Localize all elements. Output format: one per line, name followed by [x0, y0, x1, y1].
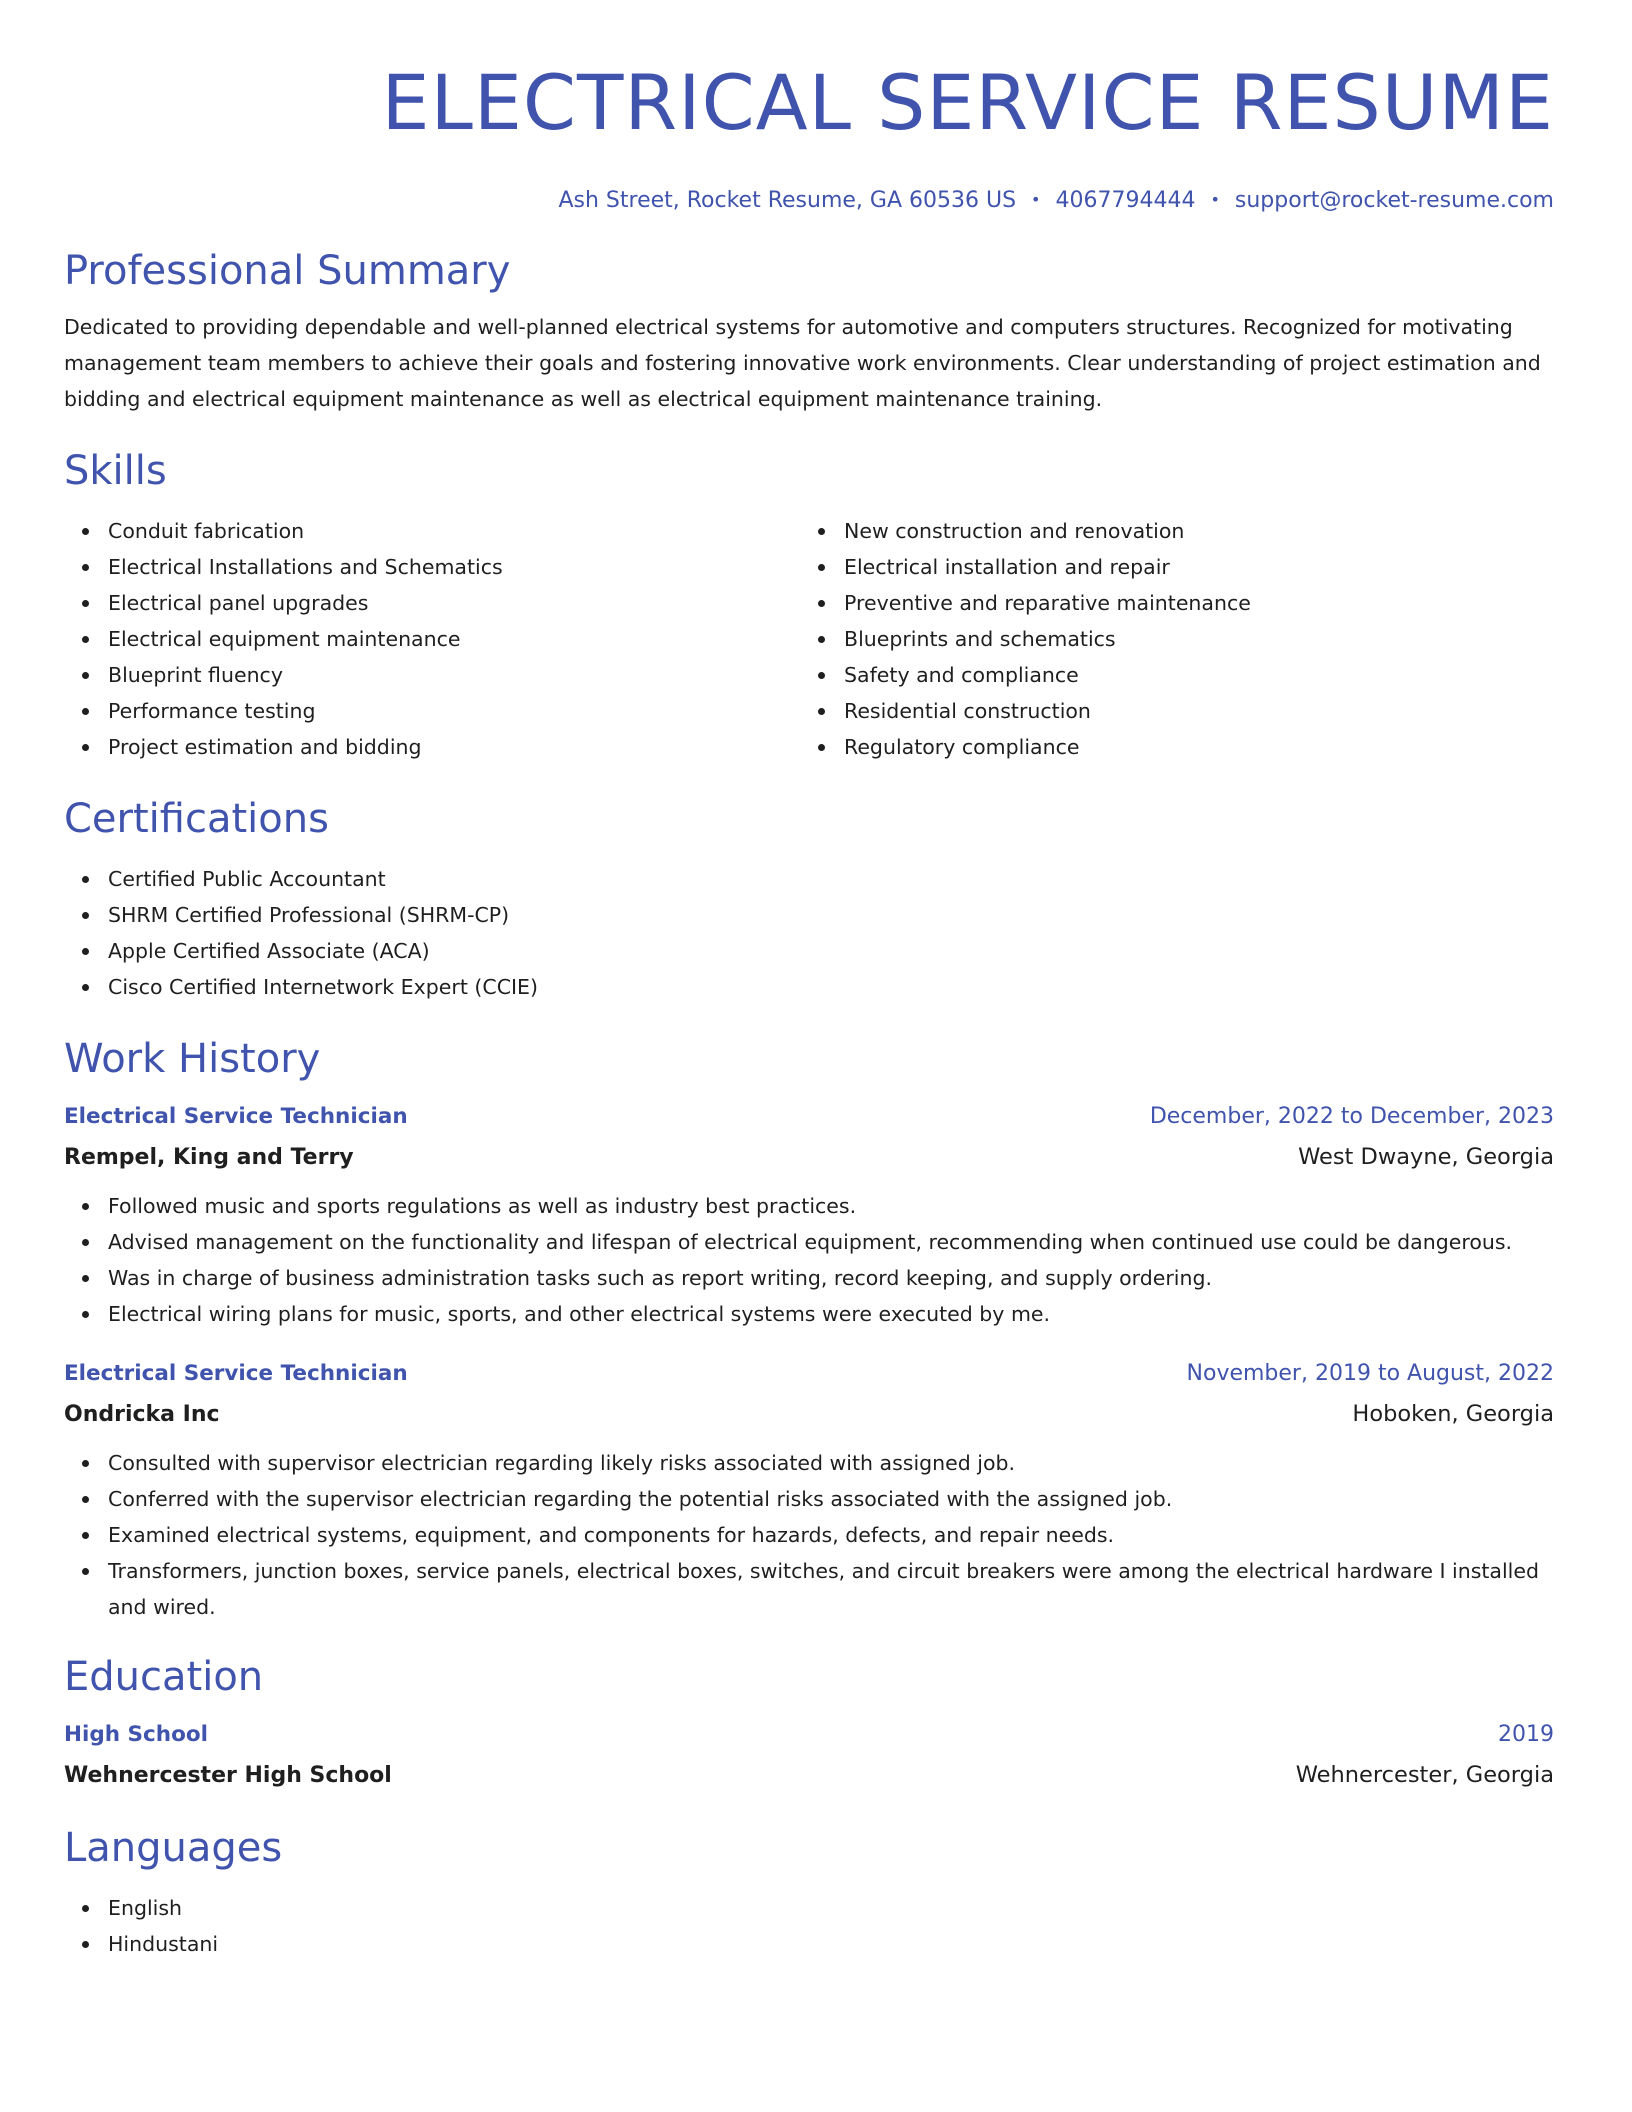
section-title-skills: Skills	[64, 448, 167, 494]
section-title-summary: Professional Summary	[64, 248, 511, 294]
contact-separator: •	[1210, 190, 1220, 209]
contact-address: Ash Street, Rocket Resume, GA 60536 US	[558, 188, 1017, 213]
contact-phone: 4067794444	[1055, 188, 1196, 213]
education-location: Wehnercester, Georgia	[1295, 1762, 1554, 1788]
job-bullets	[64, 1188, 1554, 1332]
skill-item: Safety and compliance	[844, 657, 1536, 693]
certification-item: Apple Certified Associate (ACA)	[108, 933, 1554, 969]
job-entry	[64, 1097, 1554, 1332]
language-item: Hindustani	[108, 1926, 1554, 1962]
skill-item: Residential construction	[844, 693, 1536, 729]
education-school-row	[64, 1755, 1554, 1796]
job-dates: November, 2019 to August, 2022	[1186, 1361, 1554, 1386]
job-bullet: Electrical wiring plans for music, sports, and other electrical systems were executed by me.	[108, 1296, 1554, 1332]
job-title: Electrical Service Technician	[64, 1361, 408, 1386]
education-degree: High School	[64, 1722, 208, 1747]
languages-list	[64, 1890, 1554, 1962]
certifications-list	[64, 861, 1554, 1005]
resume-name-heading: ELECTRICAL SERVICE RESUME	[381, 58, 1554, 147]
skills-column-left	[64, 513, 800, 765]
skills-column-right	[800, 513, 1536, 765]
job-bullet: Was in charge of business administration tasks such as report writing, record keeping, and supply ordering.	[108, 1260, 1554, 1296]
job-bullet: Conferred with the supervisor electrician regarding the potential risks associated with the assigned job.	[108, 1481, 1554, 1517]
job-bullet: Advised management on the functionality and lifespan of electrical equipment, recommending when continued use could be dangerous.	[108, 1224, 1554, 1260]
skill-item: Regulatory compliance	[844, 729, 1536, 765]
skill-item: Project estimation and bidding	[108, 729, 800, 765]
job-dates: December, 2022 to December, 2023	[1149, 1104, 1554, 1129]
skill-item: Electrical panel upgrades	[108, 585, 800, 621]
contact-line	[64, 184, 1554, 217]
job-bullet: Transformers, junction boxes, service panels, electrical boxes, switches, and circuit breakers were among the electrical hardware I installed and wired.	[108, 1553, 1554, 1625]
skill-item: Blueprint fluency	[108, 657, 800, 693]
job-title-row	[64, 1354, 1554, 1394]
resume-page	[64, 48, 1554, 1962]
job-bullet: Followed music and sports regulations as well as industry best practices.	[108, 1188, 1554, 1224]
job-location: Hoboken, Georgia	[1352, 1401, 1554, 1427]
skill-item: Conduit fabrication	[108, 513, 800, 549]
section-title-languages: Languages	[64, 1825, 283, 1871]
skill-item: Preventive and reparative maintenance	[844, 585, 1536, 621]
education-year: 2019	[1498, 1722, 1554, 1747]
job-bullet: Examined electrical systems, equipment, and components for hazards, defects, and repair needs.	[108, 1517, 1554, 1553]
skills-columns	[64, 513, 1554, 765]
education-degree-row	[64, 1715, 1554, 1755]
skill-item: Electrical equipment maintenance	[108, 621, 800, 657]
summary-text: Dedicated to providing dependable and well-planned electrical systems for automotive and computers structures. Recognized for motivating management team members to achieve their goals and fostering innovative work environments. Clear understanding of project estimation and bidding and electrical equipment maintenance as well as electrical equipment maintenance training.	[64, 315, 1541, 411]
contact-separator: •	[1031, 190, 1041, 209]
section-title-certifications: Certifications	[64, 796, 329, 842]
certification-item: SHRM Certified Professional (SHRM-CP)	[108, 897, 1554, 933]
job-title: Electrical Service Technician	[64, 1104, 408, 1129]
skill-item: Electrical Installations and Schematics	[108, 549, 800, 585]
job-company-row	[64, 1137, 1554, 1178]
job-bullet: Consulted with supervisor electrician regarding likely risks associated with assigned job.	[108, 1445, 1554, 1481]
skill-item: Performance testing	[108, 693, 800, 729]
section-title-education: Education	[64, 1654, 264, 1700]
skill-item: Blueprints and schematics	[844, 621, 1536, 657]
section-title-work-history: Work History	[64, 1036, 321, 1082]
job-entry	[64, 1354, 1554, 1625]
education-school: Wehnercester High School	[64, 1763, 392, 1788]
certification-item: Cisco Certified Internetwork Expert (CCIE)	[108, 969, 1554, 1005]
education-entry	[64, 1715, 1554, 1796]
job-bullets	[64, 1445, 1554, 1625]
job-company: Rempel, King and Terry	[64, 1145, 354, 1170]
contact-email: support@rocket-resume.com	[1234, 188, 1554, 213]
skill-item: New construction and renovation	[844, 513, 1536, 549]
job-company: Ondricka Inc	[64, 1402, 220, 1427]
job-title-row	[64, 1097, 1554, 1137]
skill-item: Electrical installation and repair	[844, 549, 1536, 585]
certification-item: Certified Public Accountant	[108, 861, 1554, 897]
job-location: West Dwayne, Georgia	[1298, 1144, 1554, 1170]
job-company-row	[64, 1394, 1554, 1435]
language-item: English	[108, 1890, 1554, 1926]
